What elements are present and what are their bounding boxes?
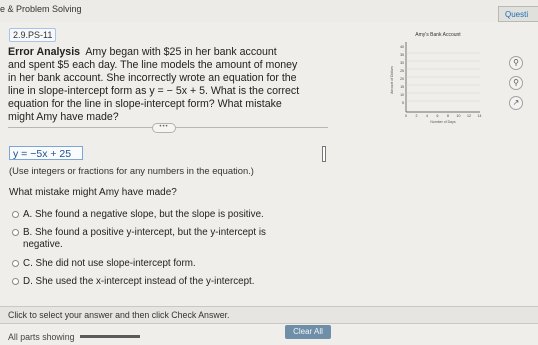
y-tick: 25: [400, 69, 404, 73]
bank-account-graph[interactable]: [380, 30, 500, 125]
graph-grid: [406, 53, 480, 101]
problem-body-1: Amy began with $25 in her bank account: [85, 46, 277, 58]
question-tab[interactable]: Questi: [498, 6, 538, 22]
choice-text-continued: negative.: [23, 239, 63, 250]
radio-button[interactable]: [12, 260, 19, 267]
y-tick: 10: [400, 93, 404, 97]
choice-letter: A.: [23, 209, 33, 220]
x-tick: 10: [456, 114, 461, 118]
instruction-bar: [0, 306, 538, 323]
choice-text: She used the x-intercept instead of the y-intercept.: [35, 276, 255, 287]
problem-statement: [8, 46, 318, 124]
problem-body-6: might Amy have made?: [8, 111, 119, 123]
x-tick: 14: [477, 114, 482, 118]
choice-text: She found a negative slope, but the slope is positive.: [35, 209, 264, 220]
x-tick: 6: [436, 114, 439, 118]
search-icon[interactable]: ⚲: [509, 76, 523, 90]
graph-ylabel: Amount of Dollars: [390, 66, 394, 94]
y-tick: 5: [402, 101, 404, 105]
problem-body-4: line in slope-intercept form as y = − 5x + 5. What is the correct: [8, 85, 300, 97]
problem-body-2: and spent $5 each day. The line models the amount of money: [8, 59, 298, 71]
progress-bar: [80, 335, 140, 338]
problem-body-5: equation for the line in slope-intercept form? What mistake: [8, 98, 282, 110]
x-tick: 12: [467, 114, 471, 118]
popout-icon[interactable]: ↗: [509, 96, 523, 110]
parts-label: All parts showing: [8, 332, 75, 342]
problem-body-3: in her bank account. She incorrectly wrote an equation for the: [8, 72, 297, 84]
answer-hint: (Use integers or fractions for any numbers in the equation.): [9, 165, 254, 176]
choice-letter: D.: [23, 276, 33, 287]
choice-text: She did not use slope-intercept form.: [35, 258, 196, 269]
choice-text: She found a positive y-intercept, but the y-intercept is: [35, 227, 266, 238]
y-tick: 30: [400, 61, 404, 65]
x-tick: 0: [405, 114, 407, 118]
choice-d[interactable]: [12, 276, 312, 288]
radio-button[interactable]: [12, 211, 19, 218]
y-tick: 40: [400, 45, 404, 49]
x-tick: 2: [415, 114, 418, 118]
progress-fill: [80, 335, 140, 338]
choice-letter: B.: [23, 227, 33, 238]
graph-title: Amy's Bank Account: [415, 32, 461, 38]
choice-letter: C.: [23, 258, 33, 269]
zoom-icon[interactable]: ⚲: [509, 56, 523, 70]
x-tick: 4: [426, 114, 428, 118]
clear-all-button[interactable]: Clear All: [285, 325, 331, 339]
text-cursor: [322, 146, 326, 162]
choice-a[interactable]: [12, 209, 312, 221]
answer-input[interactable]: y = −5x + 25: [9, 146, 83, 160]
app-header: [0, 0, 538, 23]
footer-divider: [0, 323, 538, 324]
radio-button[interactable]: [12, 229, 19, 236]
graph-xlabel: Number of Days: [430, 120, 456, 124]
problem-line-1: [8, 46, 318, 59]
y-tick: 20: [400, 77, 404, 81]
radio-button[interactable]: [12, 278, 19, 285]
problem-heading: Error Analysis: [8, 46, 81, 58]
y-tick: 35: [400, 53, 404, 57]
more-button[interactable]: •••: [152, 123, 176, 133]
question-prompt: What mistake might Amy have made?: [9, 187, 177, 198]
problem-id: 2.9.PS-11: [9, 28, 56, 42]
instruction-text: Click to select your answer and then click Check Answer.: [8, 310, 230, 320]
choice-c[interactable]: [12, 258, 312, 270]
choice-b[interactable]: [12, 227, 312, 251]
app-title: e & Problem Solving: [0, 4, 82, 14]
x-tick: 8: [447, 114, 449, 118]
y-tick: 15: [400, 85, 404, 89]
